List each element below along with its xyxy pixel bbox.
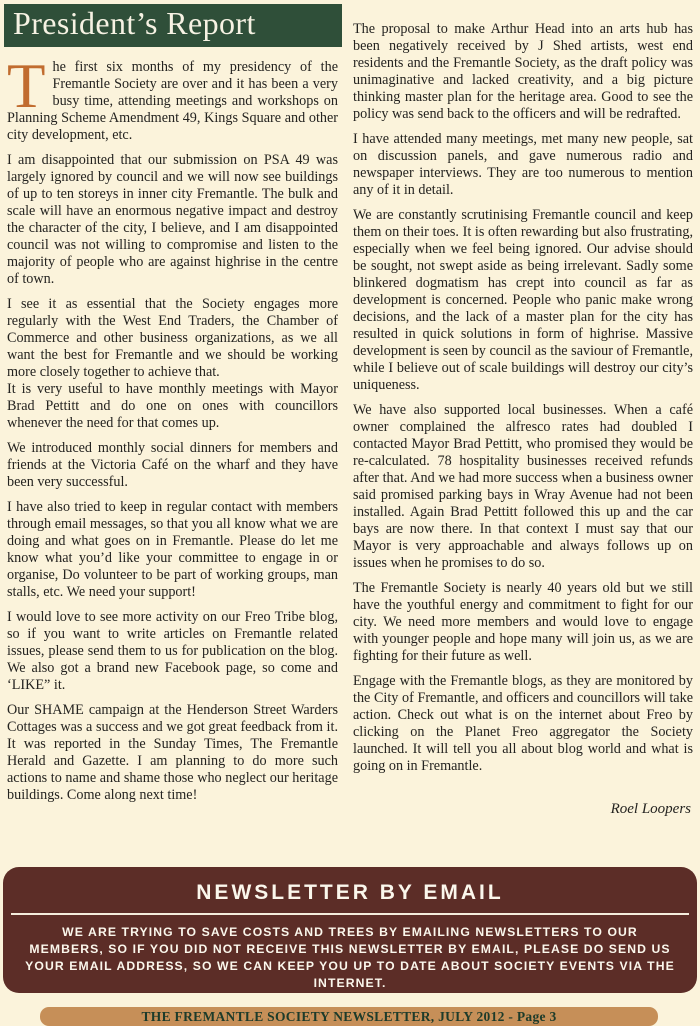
article-columns [7, 0, 693, 818]
drop-cap: T [7, 51, 46, 121]
body-paragraph: Engage with the Fremantle blogs, as they are monitored by the City of Fremantle, and officers and councillors will take action. Check out what is on the internet about Freo by clicking on the Planet Freo aggregator the Society launched. It will tell you all about blog world and what is going on in Fremantle. [353, 673, 693, 774]
newsletter-by-email-box [3, 867, 697, 993]
body-paragraph: I have attended many meetings, met many new people, sat on discussion panels, and gave numerous radio and newspaper interviews. They are too numerous to mention any of it in detail. [353, 131, 693, 198]
body-paragraph: We are constantly scrutinising Fremantle council and keep them on their toes. It is often rewarding but also frustrating, especially when we feel being ignored. Our advise should be sought, not swept aside as being irrelevant. Sadly some blinkered dogmatism has crept into council as far as development is concerned. People who panic make wrong decisions, and the lack of a master plan for the city has resulted in quick solutions in form of highrise. Massive development is seen by council as the saviour of Fremantle, while I believe out of scale buildings will destroy our city’s uniqueness. [353, 207, 693, 393]
footer-text: THE FREMANTLE SOCIETY NEWSLETTER, JULY 2012 - Page 3 [141, 1009, 557, 1024]
email-box-title: NEWSLETTER BY EMAIL [196, 881, 504, 904]
body-paragraph: I have also tried to keep in regular contact with members through email messages, so that you all know what we are doing and what goes on in Fremantle. Please do let me know what you’d like your committee to engage in or organise, Do volunteer to be part of working groups, man stalls, etc. We need your support! [7, 499, 338, 600]
body-paragraph: The Fremantle Society is nearly 40 years old but we still have the youthful energy and commitment to fight for our city. We need more members and would love to engage with younger people and hope many will join us, as we are fighting for their future as well. [353, 580, 693, 664]
author-signature: Roel Loopers [610, 801, 691, 817]
left-column [7, 0, 338, 818]
email-box-divider [11, 913, 689, 915]
body-paragraph: We introduced monthly social dinners for members and friends at the Victoria Café on the wharf and they have been very successful. [7, 440, 338, 490]
body-paragraph: We have also supported local businesses. When a café owner complained the alfresco rates had doubled I contacted Mayor Brad Pettitt, who promised they would be re-calculated. 78 hospitality businesses received refunds after that. And we had more success when a business owner said promised parking bays in Wray Avenue had not been installed. Again Brad Pettitt followed this up and the car bays are now there. In that context I must say that our Mayor is very approachable and always follows up on issues when he promises to do so. [353, 402, 693, 571]
email-box-text: WE ARE TRYING TO SAVE COSTS AND TREES BY EMAILING NEWSLETTERS TO OUR MEMBERS, SO IF YOU DID NOT RECEIVE THIS NEWSLETTER BY EMAIL, PLEASE DO SEND US YOUR EMAIL ADDRESS, SO WE CAN KEEP YOU UP TO DATE ABOUT SOCIETY EVENTS VIA THE INTERNET. [25, 925, 675, 990]
page-title: President’s Report [13, 5, 256, 41]
body-paragraph: The proposal to make Arthur Head into an arts hub has been negatively received by J Shed artists, west end residents and the Fremantle Society, as the draft policy was unimaginative and lacked creativity, and a big picture thinking master plan for the heritage area. Good to see the policy was send back to the officers and will be redrafted. [353, 21, 693, 122]
body-paragraph: I would love to see more activity on our Freo Tribe blog, so if you want to write articles on Fremantle related issues, please send them to us for publication on the blog. We also got a brand new Facebook page, so come and ‘LIKE” it. [7, 609, 338, 693]
body-paragraph: It is very useful to have monthly meetings with Mayor Brad Pettitt and do one on ones with councillors whenever the need for that comes up. [7, 381, 338, 431]
body-paragraph: I see it as essential that the Society engages more regularly with the West End Traders, the Chamber of Commerce and other business organizations, as we all want the best for Fremantle and we should be working more closely together to achieve that. [7, 296, 338, 380]
body-paragraph [7, 51, 338, 144]
right-column [353, 0, 693, 818]
body-paragraph: Our SHAME campaign at the Henderson Street Warders Cottages was a success and we got great feedback from it. It was reported in the Sunday Times, The Fremantle Herald and Gazette. I am planning to do more such actions to name and shame those who neglect our heritage buildings. Come along next time! [7, 702, 338, 803]
body-paragraph: I am disappointed that our submission on PSA 49 was largely ignored by council and we will now see buildings of up to ten storeys in inner city Fremantle. The bulk and scale will have an enormous negative impact and destroy the character of the city, I believe, and I am disappointed council was not willing to compromise and listen to the majority of people who are against highrise in the centre of town. [7, 152, 338, 287]
paragraph-text: he first six months of my presidency of the Fremantle Society are over and it has been a very busy time, attending meetings and workshops on Planning Scheme Amendment 49, Kings Square and other city development, etc. [7, 59, 338, 143]
footer-bar [40, 1007, 658, 1026]
